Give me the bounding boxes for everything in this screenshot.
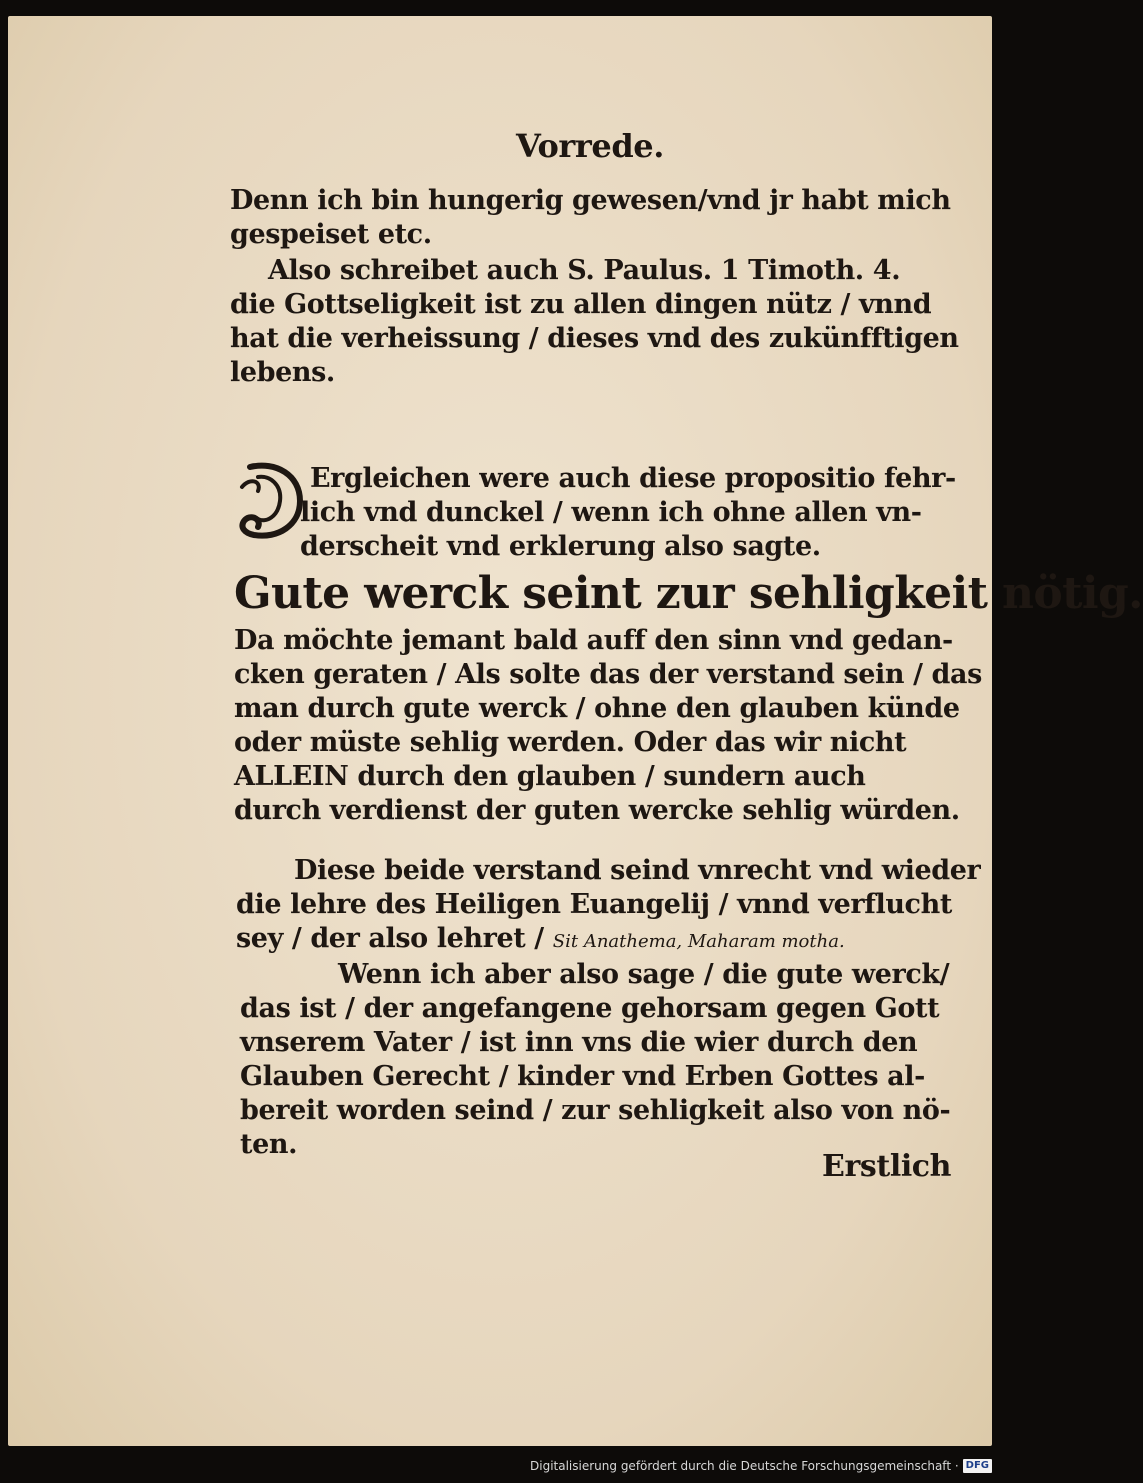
text-line: ALLEIN durch den glauben / sundern auch: [234, 761, 866, 792]
text-line: gespeiset etc.: [230, 219, 432, 250]
text-line: [236, 922, 845, 959]
text-line: Denn ich bin hungerig gewesen/vnd jr habt mich: [230, 185, 951, 216]
page-header: Vorrede.: [516, 127, 664, 165]
text-line: lebens.: [230, 357, 335, 388]
text-line: lich vnd dunckel / wenn ich ohne allen vn-: [300, 497, 922, 528]
text-line-part: sey / der also lehret /: [236, 923, 544, 954]
catchword: Erstlich: [822, 1149, 952, 1184]
text-line: vnserem Vater / ist inn vns die wier durch den: [240, 1027, 918, 1058]
text-line: Also schreibet auch S. Paulus. 1 Timoth. 4.: [268, 255, 901, 286]
latin-phrase: Sit Anathema, Maharam motha.: [552, 931, 845, 952]
digitization-credit: [530, 1451, 992, 1481]
text-line: bereit worden seind / zur sehligkeit also von nö-: [240, 1095, 951, 1126]
page-text: [8, 16, 1143, 1446]
dfg-logo-icon: DFG: [963, 1459, 992, 1473]
text-line: hat die verheissung / dieses vnd des zukünfftigen: [230, 323, 959, 354]
text-line: derscheit vnd erklerung also sagte.: [300, 531, 821, 562]
text-line: Da möchte jemant bald auff den sinn vnd gedan-: [234, 625, 953, 656]
text-line: ten.: [240, 1129, 298, 1160]
text-line: oder müste sehlig werden. Oder das wir nicht: [234, 727, 907, 758]
text-line: Glauben Gerecht / kinder vnd Erben Gottes al-: [240, 1061, 925, 1092]
decorated-initial-d-icon: [236, 461, 306, 543]
text-line: das ist / der angefangene gehorsam gegen Gott: [240, 993, 940, 1024]
proposition-heading: Gute werck seint zur sehligkeit nötig.: [234, 568, 1143, 619]
credit-text: Digitalisierung gefördert durch die Deutsche Forschungsgemeinschaft ·: [530, 1459, 959, 1473]
scanned-page: [8, 16, 1143, 1446]
text-line: cken geraten / Als solte das der verstand sein / das: [234, 659, 982, 690]
text-line: die lehre des Heiligen Euangelij / vnnd verflucht: [236, 889, 952, 920]
text-line: Ergleichen were auch diese propositio fehr-: [310, 463, 956, 494]
text-line: Wenn ich aber also sage / die gute werck/: [338, 959, 950, 990]
text-line: die Gottseligkeit ist zu allen dingen nütz / vnnd: [230, 289, 932, 320]
text-line: durch verdienst der guten wercke sehlig würden.: [234, 795, 960, 826]
text-line: Diese beide verstand seind vnrecht vnd wieder: [294, 855, 981, 886]
text-line: man durch gute werck / ohne den glauben künde: [234, 693, 960, 724]
